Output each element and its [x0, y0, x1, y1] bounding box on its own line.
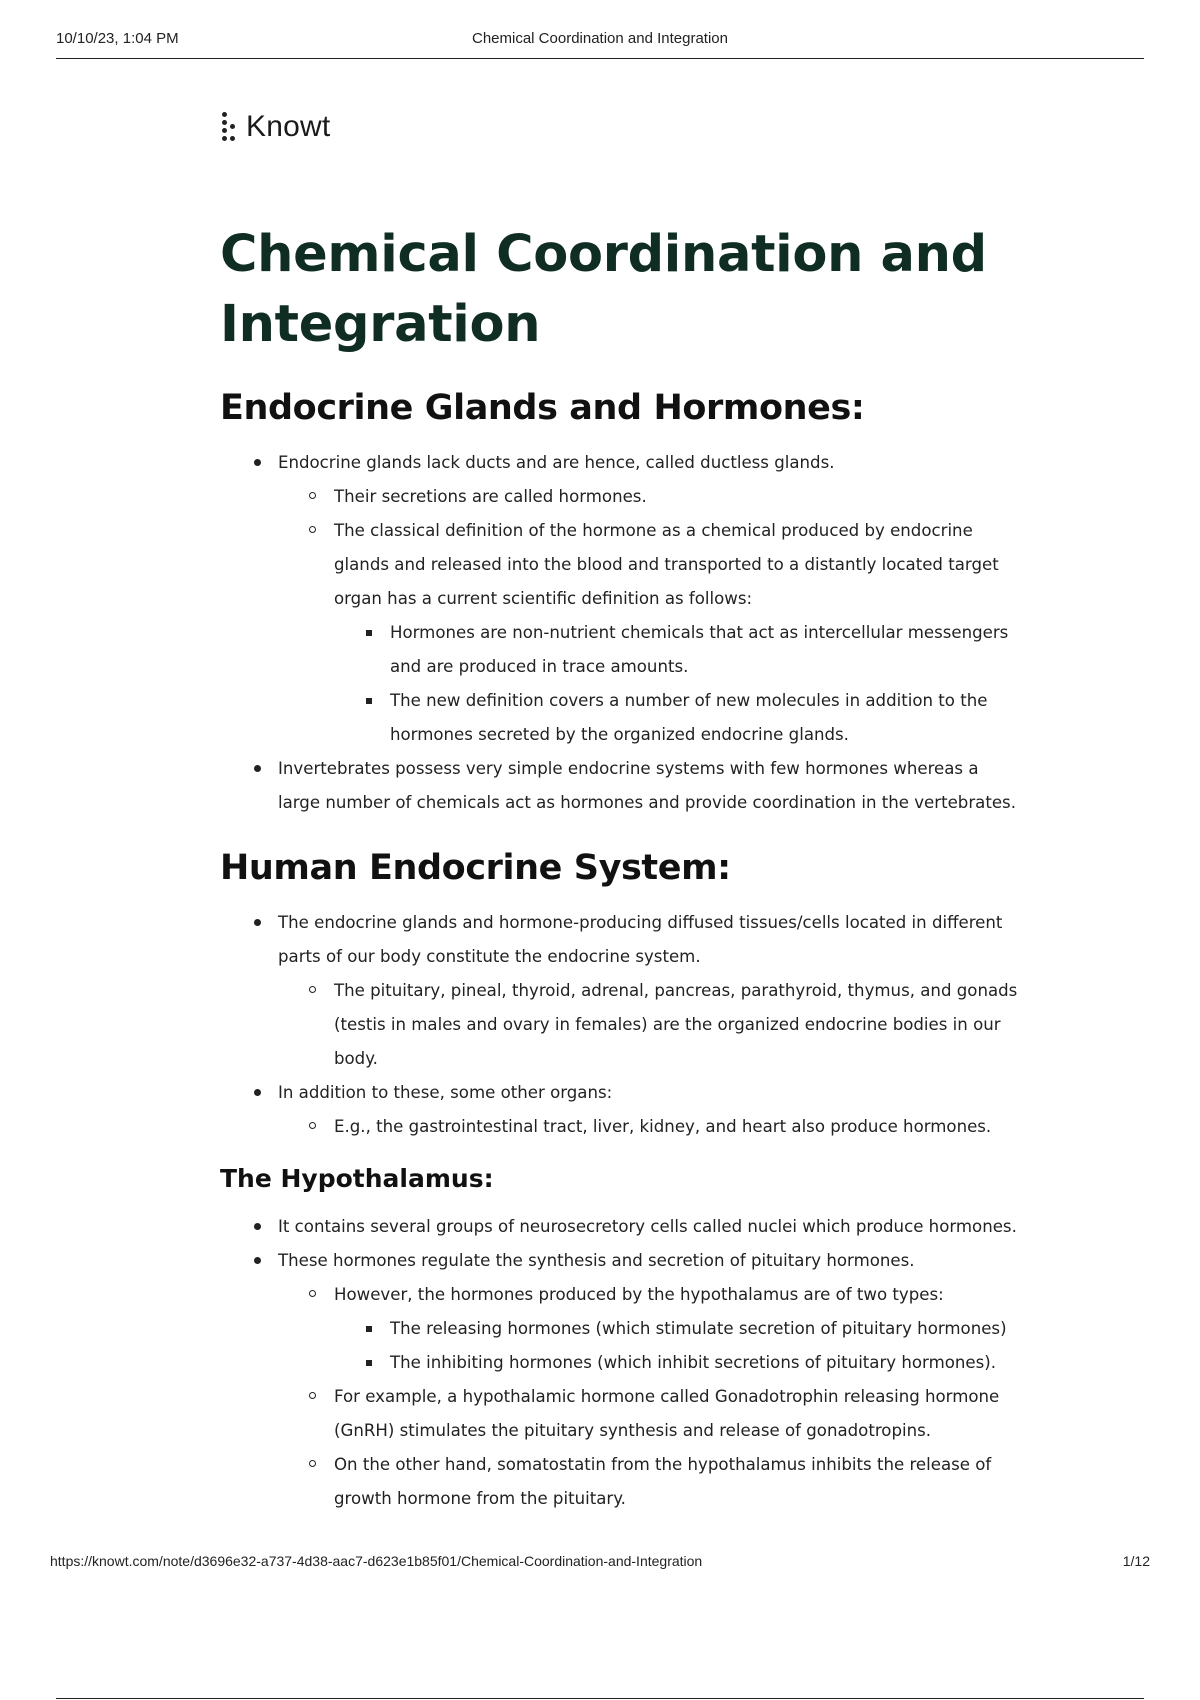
- page-number: 1/12: [1122, 1553, 1150, 1569]
- list-item: It contains several groups of neurosecretory cells called nuclei which produce hormones.: [220, 1210, 1020, 1244]
- logo-text: Knowt: [246, 110, 331, 143]
- list-item: The new definition covers a number of new molecules in addition to the hormones secreted by the organized endocrine glands.: [334, 684, 1020, 752]
- list-item: Endocrine glands lack ducts and are hence, called ductless glands. Their secretions are called hormones. The classical definition of the hormone as a chemical produced by endocrine glands and released into the blood and transported to a distantly located target organ has a current scientific definition as follows: Hormones are non-nutrient chemicals that act as intercellular messengers and are produced in trace amounts. The new definition covers a number of new molecules in addition to the hormones secreted by the organized endocrine glands.: [220, 446, 1020, 752]
- print-date: 10/10/23, 1:04 PM: [56, 30, 179, 47]
- list-item: The classical definition of the hormone as a chemical produced by endocrine glands and released into the blood and transported to a distantly located target organ has a current scientific definition as follows: Hormones are non-nutrient chemicals that act as intercellular messengers and are produced in trace amounts. The new definition covers a number of new molecules in addition to the hormones secreted by the organized endocrine glands.: [278, 514, 1020, 752]
- human-list: [220, 906, 1020, 1144]
- list-item: The inhibiting hormones (which inhibit secretions of pituitary hormones).: [334, 1346, 1020, 1380]
- page-title: Chemical Coordination and Integration: [220, 225, 987, 354]
- section-heading-hypothalamus: The Hypothalamus:: [220, 1164, 494, 1193]
- list-item: For example, a hypothalamic hormone called Gonadotrophin releasing hormone (GnRH) stimulates the pituitary synthesis and release of gonadotropins.: [278, 1380, 1020, 1448]
- list-item: In addition to these, some other organs: E.g., the gastrointestinal tract, liver, kidney, and heart also produce hormones.: [220, 1076, 1020, 1144]
- print-title: Chemical Coordination and Integration: [472, 30, 728, 47]
- list-item: On the other hand, somatostatin from the hypothalamus inhibits the release of growth hormone from the pituitary.: [278, 1448, 1020, 1516]
- list-item: Invertebrates possess very simple endocrine systems with few hormones whereas a large number of chemicals act as hormones and provide coordination in the vertebrates.: [220, 752, 1020, 820]
- knowt-logo[interactable]: [220, 100, 1020, 154]
- page-url[interactable]: https://knowt.com/note/d3696e32-a737-4d38-aac7-d623e1b85f01/Chemical-Coordination-and-Integration: [50, 1553, 703, 1569]
- hypothalamus-list: [220, 1210, 1020, 1516]
- list-item: Their secretions are called hormones.: [278, 480, 1020, 514]
- list-item: The endocrine glands and hormone-producing diffused tissues/cells located in different parts of our body constitute the endocrine system. The pituitary, pineal, thyroid, adrenal, pancreas, parathyroid, thymus, and gonads (testis in males and ovary in females) are the organized endocrine bodies in our body.: [220, 906, 1020, 1076]
- list-item: E.g., the gastrointestinal tract, liver, kidney, and heart also produce hormones.: [278, 1110, 1020, 1144]
- list-item: These hormones regulate the synthesis and secretion of pituitary hormones. However, the hormones produced by the hypothalamus are of two types: The releasing hormones (which stimulate secretion of pituitary hormones) The inhibiting hormones (which inhibit secretions of pituitary hormones). For example, a hypothalamic hormone called Gonadotrophin releasing hormone (GnRH) stimulates the pituitary synthesis and release of gonadotropins. On the other hand, somatostatin from the hypothalamus inhibits the release of growth hormone from the pituitary.: [220, 1244, 1020, 1516]
- print-footer: [50, 1553, 1150, 1569]
- section-heading-endocrine: Endocrine Glands and Hormones:: [220, 388, 865, 428]
- note-content: [220, 100, 1020, 1516]
- list-item: However, the hormones produced by the hypothalamus are of two types: The releasing hormones (which stimulate secretion of pituitary hormones) The inhibiting hormones (which inhibit secretions of pituitary hormones).: [278, 1278, 1020, 1380]
- knowt-dots-icon: [220, 109, 240, 145]
- list-item: The pituitary, pineal, thyroid, adrenal, pancreas, parathyroid, thymus, and gonads (testis in males and ovary in females) are the organized endocrine bodies in our body.: [278, 974, 1020, 1076]
- endocrine-list: [220, 446, 1020, 820]
- print-header: [56, 28, 1144, 59]
- list-item: Hormones are non-nutrient chemicals that act as intercellular messengers and are produced in trace amounts.: [334, 616, 1020, 684]
- list-item: The releasing hormones (which stimulate secretion of pituitary hormones): [334, 1312, 1020, 1346]
- bottom-rule: [56, 1698, 1144, 1699]
- section-heading-human: Human Endocrine System:: [220, 848, 731, 888]
